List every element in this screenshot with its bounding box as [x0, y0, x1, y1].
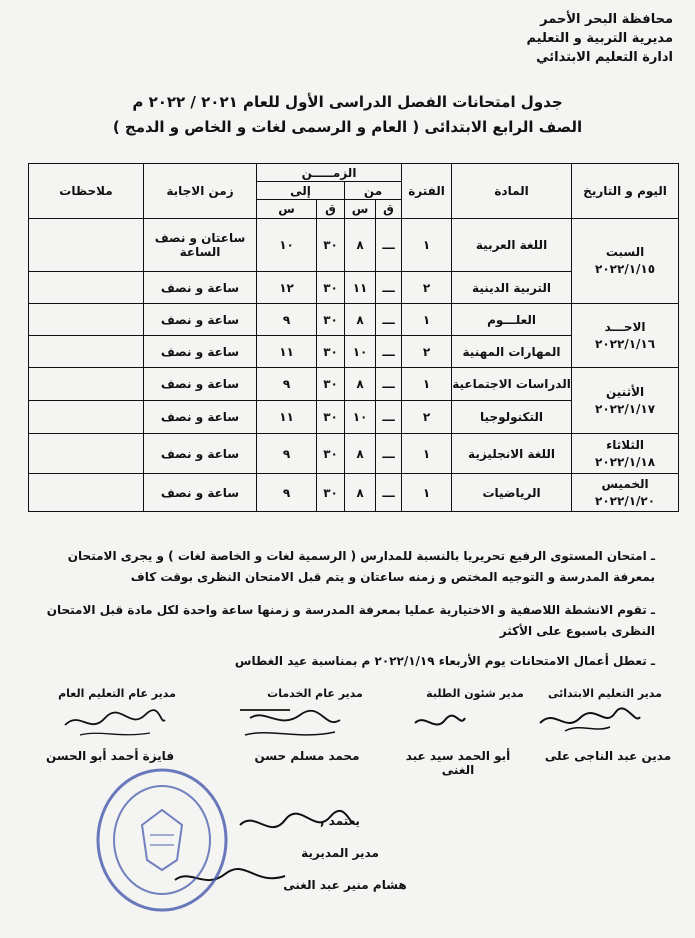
- subject-cell: الدراسات الاجتماعية: [452, 368, 572, 401]
- notes-cell: [29, 434, 144, 474]
- subject-cell: اللغة العربية: [452, 219, 572, 272]
- sig-students-director-title: مدير شئون الطلبة: [426, 687, 524, 700]
- header-period: الفترة: [402, 164, 452, 219]
- to-s-cell: ٩: [257, 474, 317, 512]
- day-name: السبت: [605, 245, 645, 259]
- from-q-cell: ـــ: [376, 401, 402, 434]
- duration-cell: ساعة و نصف: [144, 368, 257, 401]
- to-q-cell: ٣٠: [317, 272, 345, 304]
- from-q-cell: ـــ: [376, 474, 402, 512]
- notes-cell: [29, 368, 144, 401]
- day-cell: [572, 474, 679, 512]
- notes-cell: [29, 474, 144, 512]
- table-row: [29, 304, 679, 336]
- table-row: [29, 474, 679, 512]
- period-cell: ١: [402, 304, 452, 336]
- period-cell: ١: [402, 219, 452, 272]
- directorate-director-name: هشام منير عبد الغنى: [283, 878, 407, 892]
- subject-cell: اللغة الانجليزية: [452, 434, 572, 474]
- signature-scribble-icon: [60, 700, 170, 740]
- signature-scribble-icon: [230, 805, 360, 845]
- day-date: ٢٠٢٢/١/١٦: [595, 336, 656, 351]
- subject-cell: العلـــوم: [452, 304, 572, 336]
- day-name: الاحـــد: [604, 319, 646, 334]
- approval-label: يعتمد ,: [320, 814, 360, 828]
- signature-scribble-icon: [230, 700, 350, 745]
- to-s-cell: ٩: [257, 434, 317, 474]
- day-name: الأثنين: [605, 384, 645, 399]
- header-directorate: مديرية التربية و التعليم: [526, 31, 673, 46]
- day-date: ٢٠٢٢/١/١٧: [595, 401, 656, 416]
- to-q-cell: ٣٠: [317, 304, 345, 336]
- table-row: [29, 368, 679, 401]
- to-q-cell: ٣٠: [317, 474, 345, 512]
- doc-title: جدول امتحانات الفصل الدراسى الأول للعام ٢٠٢١ / ٢٠٢٢ م: [132, 93, 563, 111]
- header-subject: المادة: [452, 164, 572, 219]
- day-cell: [572, 368, 679, 434]
- to-q-cell: ٣٠: [317, 368, 345, 401]
- sig-general-director-name: فايزة أحمد أبو الحسن: [45, 749, 175, 763]
- sig-primary-director-title: مدير التعليم الابتدائى: [548, 687, 662, 700]
- day-name: الخميس: [601, 476, 649, 491]
- header-notes: ملاحظات: [29, 164, 144, 219]
- period-cell: ٢: [402, 336, 452, 368]
- to-q-cell: ٣٠: [317, 401, 345, 434]
- to-s-cell: ١٢: [257, 272, 317, 304]
- period-cell: ٢: [402, 272, 452, 304]
- duration-cell: ساعة و نصف: [144, 474, 257, 512]
- notes-cell: [29, 336, 144, 368]
- duration-cell: ساعة و نصف: [144, 434, 257, 474]
- duration-cell: ساعتان و نصف الساعة: [144, 219, 257, 272]
- table-row: [29, 434, 679, 474]
- sig-primary-director-name: مدين عبد الناجى على: [544, 749, 672, 763]
- official-seal-icon: [92, 765, 232, 915]
- header-governorate: محافظة البحر الأحمر: [540, 12, 673, 27]
- from-q-cell: ـــ: [376, 219, 402, 272]
- from-s-cell: ١١: [345, 272, 376, 304]
- day-date: ٢٠٢٢/١/١٥: [595, 262, 656, 276]
- signature-scribble-icon: [410, 708, 470, 738]
- header-time: الزمـــــن: [257, 164, 402, 182]
- to-s-cell: ٩: [257, 304, 317, 336]
- signature-scribble-icon: [535, 703, 645, 737]
- from-s-cell: ٨: [345, 304, 376, 336]
- from-s-cell: ٨: [345, 368, 376, 401]
- doc-subtitle: الصف الرابع الابتدائى ( العام و الرسمى لغات و الخاص و الدمج ): [112, 118, 583, 136]
- subject-cell: التربية الدينية: [452, 272, 572, 304]
- header-from-q: ق: [376, 200, 402, 219]
- header-day: اليوم و التاريخ: [572, 164, 679, 219]
- day-date: ٢٠٢٢/١/٢٠: [595, 493, 656, 508]
- from-q-cell: ـــ: [376, 304, 402, 336]
- notes-cell: [29, 401, 144, 434]
- subject-cell: التكنولوجيا: [452, 401, 572, 434]
- period-cell: ١: [402, 474, 452, 512]
- subject-cell: الرياضيات: [452, 474, 572, 512]
- header-to: إلى: [257, 182, 345, 200]
- to-s-cell: ٩: [257, 368, 317, 401]
- table-row: [29, 219, 679, 272]
- to-s-cell: ١١: [257, 336, 317, 368]
- header-from-s: س: [345, 200, 376, 219]
- sig-services-director-name: محمد مسلم حسن: [254, 749, 360, 763]
- exam-schedule-table: [28, 163, 679, 512]
- duration-cell: ساعة و نصف: [144, 336, 257, 368]
- from-s-cell: ٨: [345, 474, 376, 512]
- note-activities: ـ تقوم الانشطة اللاصفية و الاختيارية عمليا بمعرفة المدرسة و زمنها ساعة واحدة لكل مادة قبل الامتحان النظرى باسبوع على الأكثر: [46, 603, 655, 638]
- day-name: الثلاثاء: [606, 437, 644, 452]
- to-s-cell: ١١: [257, 401, 317, 434]
- from-s-cell: ١٠: [345, 336, 376, 368]
- period-cell: ١: [402, 434, 452, 474]
- header-to-s: س: [257, 200, 317, 219]
- to-q-cell: ٣٠: [317, 434, 345, 474]
- day-cell: [572, 304, 679, 368]
- duration-cell: ساعة و نصف: [144, 304, 257, 336]
- sig-services-director-title: مدير عام الخدمات: [267, 687, 363, 700]
- duration-cell: ساعة و نصف: [144, 272, 257, 304]
- subject-cell: المهارات المهنية: [452, 336, 572, 368]
- header-duration: زمن الاجابة: [144, 164, 257, 219]
- note-advanced-level: ـ امتحان المستوى الرفيع تحريريا بالنسبة للمدارس ( الرسمية لغات و الخاصة لغات ) و يجرى الامتحان بمعرفة المدرسة و التوجيه المختص و زمنه ساعتان و يتم قبل الامتحان النظرى بوقت كاف: [67, 549, 655, 584]
- sig-general-director-title: مدير عام التعليم العام: [58, 687, 176, 700]
- notes-cell: [29, 272, 144, 304]
- notes-cell: [29, 304, 144, 336]
- period-cell: ٢: [402, 401, 452, 434]
- from-s-cell: ٨: [345, 219, 376, 272]
- from-s-cell: ١٠: [345, 401, 376, 434]
- header-administration: ادارة التعليم الابتدائي: [536, 50, 673, 65]
- notes-cell: [29, 219, 144, 272]
- from-q-cell: ـــ: [376, 272, 402, 304]
- from-q-cell: ـــ: [376, 368, 402, 401]
- day-cell: [572, 434, 679, 474]
- from-s-cell: ٨: [345, 434, 376, 474]
- from-q-cell: ـــ: [376, 336, 402, 368]
- from-q-cell: ـــ: [376, 434, 402, 474]
- day-cell: [572, 219, 679, 304]
- to-s-cell: ١٠: [257, 219, 317, 272]
- period-cell: ١: [402, 368, 452, 401]
- sig-students-director-name: أبو الحمد سيد عبد الغنى: [405, 749, 511, 777]
- to-q-cell: ٣٠: [317, 219, 345, 272]
- header-from: من: [345, 182, 402, 200]
- day-date: ٢٠٢٢/١/١٨: [595, 454, 656, 469]
- note-holiday: ـ تعطل أعمال الامتحانات يوم الأربعاء ٢٠٢٢/١/١٩ م بمناسبة عيد الغطاس: [234, 654, 655, 668]
- to-q-cell: ٣٠: [317, 336, 345, 368]
- header-to-q: ق: [317, 200, 345, 219]
- directorate-director-title: مدير المديرية: [301, 846, 379, 860]
- duration-cell: ساعة و نصف: [144, 401, 257, 434]
